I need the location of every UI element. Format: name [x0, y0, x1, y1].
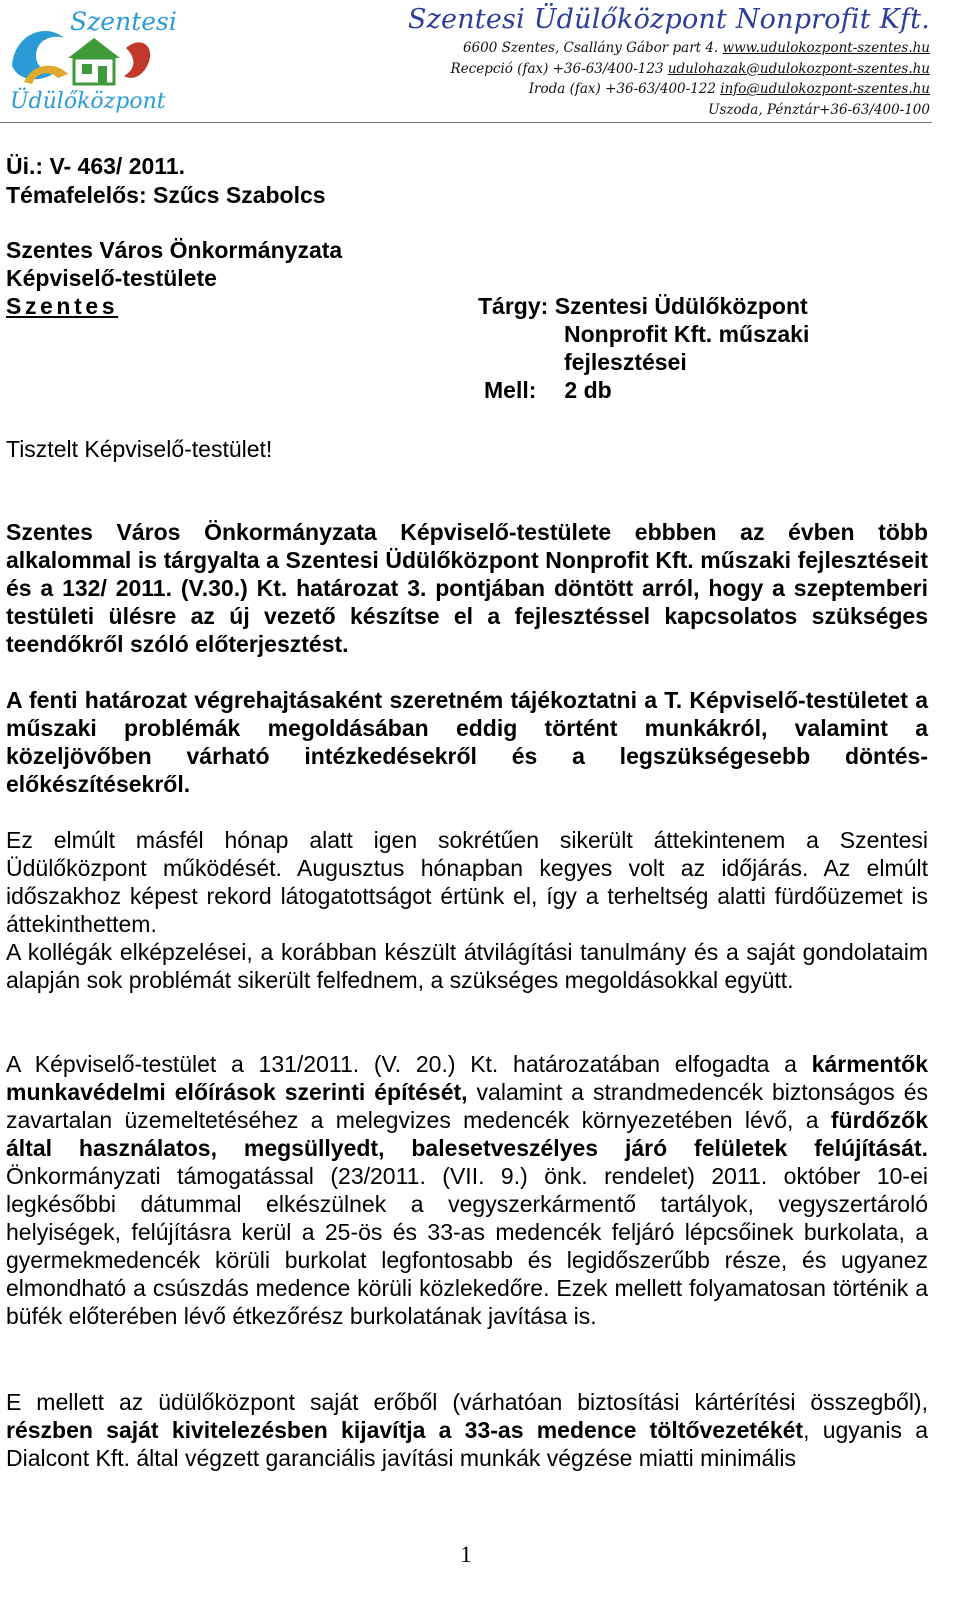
website-link[interactable]: www.udulokozpont-szentes.hu — [722, 40, 930, 56]
greeting: Tisztelt Képviselő-testület! — [6, 436, 273, 462]
paragraph-6-intro: E mellett az üdülőközpont saját erőből (várhatóan biztosítási kártérítési összegből), — [6, 1389, 928, 1415]
reception-phone: Recepció (fax) +36-63/400-123 — [450, 60, 664, 77]
address-line — [408, 38, 930, 59]
attachment-line — [478, 376, 809, 404]
subject-text-2: Nonprofit Kft. műszaki — [564, 321, 810, 347]
subject-line-1 — [478, 292, 809, 320]
paragraph-1: Szentes Város Önkormányzata Képviselő-testülete ebbben az évben több alkalommal is tárgyalta a Szentesi Üdülőközpont Nonprofit Kft. műszaki fejlesztéseit és a 132/ 2011. (V.30.) Kt. határozat 3. pontjában döntött arról, hogy a szeptemberi testületi ülésre az új vezető készítse el a fejlesztéssel kapcsolatos szükséges teendőkről szóló előterjesztést. — [6, 519, 928, 657]
paragraph-3: Ez elmúlt másfél hónap alatt igen sokrétűen sikerült áttekintenem a Szentesi Üdülőközpont működését. Augusztus hónapban kegyes volt az időjárás. Az elmúlt időszakhoz képest rekord látogatottságot értünk el, így a terheltség alatti fürdőüzemet is áttekinthettem. — [6, 827, 928, 937]
page-number: 1 — [460, 1542, 472, 1567]
reception-email-link[interactable]: udulohazak@udulokozpont-szentes.hu — [667, 60, 930, 77]
office-line — [408, 79, 930, 100]
logo-text-bottom: Üdülőközpont — [10, 89, 166, 114]
addressee-city: Szentes — [6, 293, 119, 319]
address: 6600 Szentes, Csallány Gábor part 4. — [462, 40, 719, 56]
office-email-link[interactable]: info@udulokozpont-szentes.hu — [720, 81, 930, 97]
company-name: Szentesi Üdülőközpont Nonprofit Kft. — [407, 4, 930, 35]
subject-label: Tárgy: — [478, 293, 549, 319]
attachment-value: 2 db — [564, 377, 612, 403]
paragraph-6-rest: , ugyanis a Dialcont Kft. által végzett garanciális javítási munkák végzése miatti minimális — [6, 1417, 928, 1471]
paragraph-5-bold-2: fürdőzők által használatos, megsüllyedt, balesetveszélyes járó felületek felújítását. — [6, 1107, 928, 1161]
addressee-block — [6, 236, 342, 320]
logo-text-top: Szentesi — [70, 7, 177, 36]
company-logo — [6, 4, 177, 116]
paragraph-6-bold: részben saját kivitelezésben kijavítja a 33-as medence töltővezetékét — [6, 1417, 804, 1443]
paragraph-5-bold-1: kármentők munkavédelmi előírások szerinti építését, — [6, 1051, 928, 1105]
attachment-label: Mell: — [484, 377, 537, 403]
responsible-person: Témafelelős: Szűcs Szabolcs — [6, 182, 326, 208]
paragraph-5-intro: A Képviselő-testület a 131/2011. (V. 20.) Kt. határozatában elfogadta a — [6, 1051, 812, 1077]
paragraph-4: A kollégák elképzelései, a korábban készült átvilágítási tanulmány és a saját gondolataim alapján sok problémát sikerült felfednem, a szükséges megoldásokkal együtt. — [6, 939, 928, 993]
addressee-line-2: Képviselő-testülete — [6, 265, 217, 291]
paragraph-5 — [6, 1050, 928, 1330]
subject-text-3: fejlesztései — [564, 349, 687, 375]
addressee-line-1: Szentes Város Önkormányzata — [6, 237, 343, 263]
reference-number: Üi.: V- 463/ 2011. — [6, 153, 186, 179]
reception-line — [408, 59, 930, 80]
paragraph-6 — [6, 1388, 928, 1472]
office-phone: Iroda (fax) +36-63/400-122 — [528, 81, 716, 97]
pool-line: Uszoda, Pénztár+36-63/400-100 — [708, 101, 930, 118]
paragraph-5-rest: Önkormányzati támogatással (23/2011. (VII. 9.) önk. rendelet) 2011. október 10-ei legkésőbbi dátummal elkészülnek a vegyszerkármentő tartályok, vegyszertároló helyiségek, felújításra kerül a 25-ös és 33-as medencék feljáró lépcsőinek burkolata, a gyermekmedencék körüli burkolat legfontosabb és legidőszerűbb része, és ugyanez elmondható a csúszdás medence körüli közlekedőre. Ezek mellett folyamatosan történik a büfék előterében lévő étkezőrész burkolatának javítása is. — [6, 1163, 928, 1329]
paragraph-5-middle: valamint a strandmedencék biztonságos és zavartalan üzemeltetéséhez a melegvizes medencék környezetében lévő, a — [6, 1079, 929, 1133]
paragraph-2: A fenti határozat végrehajtásaként szeretném tájékoztatni a T. Képviselő-testületet a műszaki problémák megoldásában eddig történt munkákról, valamint a közeljövőben várható intézkedésekről és a legszükségesebb döntés-előkészítésekről. — [6, 687, 928, 797]
letterhead — [408, 2, 930, 120]
house-icon — [68, 38, 120, 84]
subject-text-1: Szentesi Üdülőközpont — [554, 293, 808, 319]
fish-icon — [124, 42, 150, 78]
reference-block — [6, 152, 326, 210]
header-divider — [0, 122, 932, 123]
subject-block — [478, 292, 809, 404]
